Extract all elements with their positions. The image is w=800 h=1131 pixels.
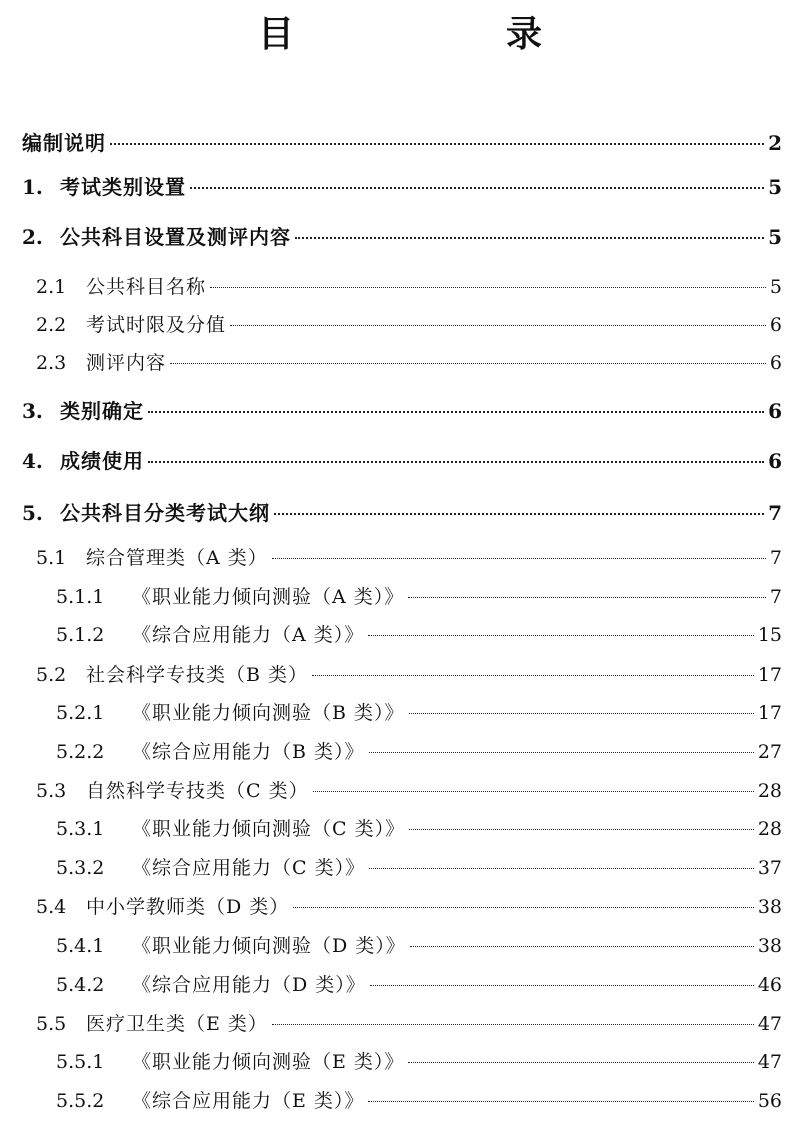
toc-dot-leader	[369, 752, 754, 753]
toc-entry-page-number: 5	[768, 175, 782, 199]
toc-entry-label: 类别确定	[60, 399, 144, 423]
toc-entry-label: 《综合应用能力（D 类）》	[132, 974, 366, 996]
toc-entry[interactable]	[56, 582, 782, 612]
toc-entry[interactable]	[56, 853, 782, 883]
toc-entry-page-number: 38	[757, 896, 782, 918]
toc-entry[interactable]	[22, 446, 782, 476]
toc-entry-label: 测评内容	[86, 352, 167, 374]
toc-entry-page-number: 2	[768, 131, 782, 155]
toc-entry-number: 5.4	[36, 896, 67, 918]
toc-entry-number: 5.3.2	[56, 857, 105, 879]
toc-entry-label: 编制说明	[22, 131, 106, 155]
toc-entry-number: 5.1.1	[56, 586, 105, 608]
toc-entry-label: 《职业能力倾向测验（E 类）》	[132, 1051, 405, 1073]
toc-entry-page-number: 5	[769, 276, 782, 298]
toc-entry-number: 1.	[22, 175, 43, 199]
toc-dot-leader	[370, 985, 754, 986]
toc-dot-leader	[410, 946, 754, 947]
toc-entry-label: 《综合应用能力（A 类）》	[132, 624, 365, 646]
toc-dot-leader	[313, 791, 754, 792]
toc-dot-leader	[190, 187, 764, 189]
toc-entry-page-number: 27	[757, 741, 782, 763]
toc-entry-number: 2.3	[36, 352, 67, 374]
toc-entry[interactable]	[36, 892, 782, 922]
toc-entry-label: 《职业能力倾向测验（D 类）》	[132, 935, 406, 957]
toc-dot-leader	[312, 675, 754, 676]
toc-entry[interactable]	[36, 348, 782, 378]
toc-entry-label: 《职业能力倾向测验（C 类）》	[132, 818, 406, 840]
toc-entry-number: 5.4.2	[56, 974, 105, 996]
toc-entry-number: 5.3.1	[56, 818, 105, 840]
toc-entry-label: 《职业能力倾向测验（B 类）》	[132, 702, 405, 724]
toc-entry-page-number: 28	[757, 818, 782, 840]
toc-dot-leader	[369, 868, 754, 869]
toc-entry[interactable]	[22, 498, 782, 528]
toc-entry[interactable]	[22, 222, 782, 252]
toc-entry-page-number: 38	[757, 935, 782, 957]
toc-entry-number: 5.3	[36, 780, 67, 802]
toc-entry[interactable]	[36, 543, 782, 573]
toc-entry-page-number: 6	[769, 314, 782, 336]
toc-entry[interactable]	[36, 272, 782, 302]
toc-dot-leader	[409, 713, 754, 714]
toc-entry-label: 考试时限及分值	[86, 314, 227, 336]
toc-entry-number: 5.1.2	[56, 624, 105, 646]
toc-entry[interactable]	[56, 620, 782, 650]
toc-entry-page-number: 17	[757, 664, 782, 686]
toc-entry-number: 5.1	[36, 547, 67, 569]
toc-entry-number: 2.	[22, 225, 43, 249]
toc-entry-page-number: 7	[769, 547, 782, 569]
toc-entry-number: 3.	[22, 399, 43, 423]
toc-entry-page-number: 6	[768, 399, 782, 423]
toc-dot-leader	[210, 287, 766, 288]
toc-entry-label: 医疗卫生类（E 类）	[86, 1013, 268, 1035]
toc-entry-page-number: 46	[757, 974, 782, 996]
toc-entry-number: 5.2	[36, 664, 67, 686]
toc-entry[interactable]	[56, 814, 782, 844]
toc-entry-number: 5.2.1	[56, 702, 105, 724]
toc-entry-number: 5.5.2	[56, 1090, 105, 1112]
toc-dot-leader	[408, 1062, 753, 1063]
toc-entry-label: 《综合应用能力（B 类）》	[132, 741, 365, 763]
toc-dot-leader	[272, 1024, 754, 1025]
toc-entry[interactable]	[56, 698, 782, 728]
toc-entry-page-number: 6	[769, 352, 782, 374]
toc-dot-leader	[148, 411, 764, 413]
toc-entry-label: 《职业能力倾向测验（A 类）》	[132, 586, 405, 608]
toc-entry-label: 综合管理类（A 类）	[86, 547, 268, 569]
toc-entry-number: 4.	[22, 449, 43, 473]
toc-dot-leader	[110, 143, 764, 145]
toc-entry-page-number: 6	[768, 449, 782, 473]
toc-entry[interactable]	[56, 970, 782, 1000]
toc-entry-number: 5.4.1	[56, 935, 105, 957]
toc-entry-page-number: 7	[768, 501, 782, 525]
toc-entry-label: 成绩使用	[60, 449, 144, 473]
toc-entry-label: 自然科学专技类（C 类）	[86, 780, 309, 802]
toc-dot-leader	[170, 363, 766, 364]
toc-entry[interactable]	[36, 1009, 782, 1039]
toc-entry-label: 中小学教师类（D 类）	[86, 896, 290, 918]
toc-entry-label: 社会科学专技类（B 类）	[86, 664, 309, 686]
toc-entry[interactable]	[36, 660, 782, 690]
toc-entry[interactable]	[22, 396, 782, 426]
toc-entry-number: 2.1	[36, 276, 67, 298]
toc-entry-page-number: 17	[757, 702, 782, 724]
toc-entry[interactable]	[36, 310, 782, 340]
page-title: 目 录	[257, 13, 630, 55]
toc-entry-label: 考试类别设置	[60, 175, 186, 199]
toc-entry-page-number: 47	[757, 1013, 782, 1035]
toc-entry[interactable]	[22, 128, 782, 158]
toc-entry-number: 5.5.1	[56, 1051, 105, 1073]
toc-dot-leader	[408, 597, 766, 598]
toc-dot-leader	[148, 461, 764, 463]
toc-entry-label: 《综合应用能力（E 类）》	[132, 1090, 365, 1112]
toc-entry-label: 公共科目名称	[86, 276, 207, 298]
toc-entry-page-number: 15	[757, 624, 782, 646]
toc-entry-page-number: 37	[757, 857, 782, 879]
toc-dot-leader	[230, 325, 766, 326]
toc-entry-number: 2.2	[36, 314, 67, 336]
toc-dot-leader	[368, 1101, 753, 1102]
toc-entry-label: 公共科目设置及测评内容	[60, 225, 291, 249]
toc-entry-page-number: 28	[757, 780, 782, 802]
toc-dot-leader	[274, 513, 764, 515]
toc-dot-leader	[409, 829, 754, 830]
toc-entry-number: 5.5	[36, 1013, 67, 1035]
toc-entry-number: 5.	[22, 501, 43, 525]
toc-entry[interactable]	[56, 737, 782, 767]
toc-entry-page-number: 7	[769, 586, 782, 608]
toc-entry[interactable]	[56, 1047, 782, 1077]
toc-entry[interactable]	[56, 931, 782, 961]
toc-entry-page-number: 5	[768, 225, 782, 249]
toc-dot-leader	[272, 558, 766, 559]
toc-entry-page-number: 47	[757, 1051, 782, 1073]
toc-entry[interactable]	[22, 172, 782, 202]
toc-entry-label: 《综合应用能力（C 类）》	[132, 857, 366, 879]
toc-entry-number: 5.2.2	[56, 741, 105, 763]
toc-entry[interactable]	[36, 776, 782, 806]
toc-dot-leader	[368, 635, 754, 636]
toc-dot-leader	[295, 237, 764, 239]
toc-entry[interactable]	[56, 1086, 782, 1116]
toc-dot-leader	[293, 907, 754, 908]
toc-entry-page-number: 56	[757, 1090, 782, 1112]
toc-entry-label: 公共科目分类考试大纲	[60, 501, 270, 525]
